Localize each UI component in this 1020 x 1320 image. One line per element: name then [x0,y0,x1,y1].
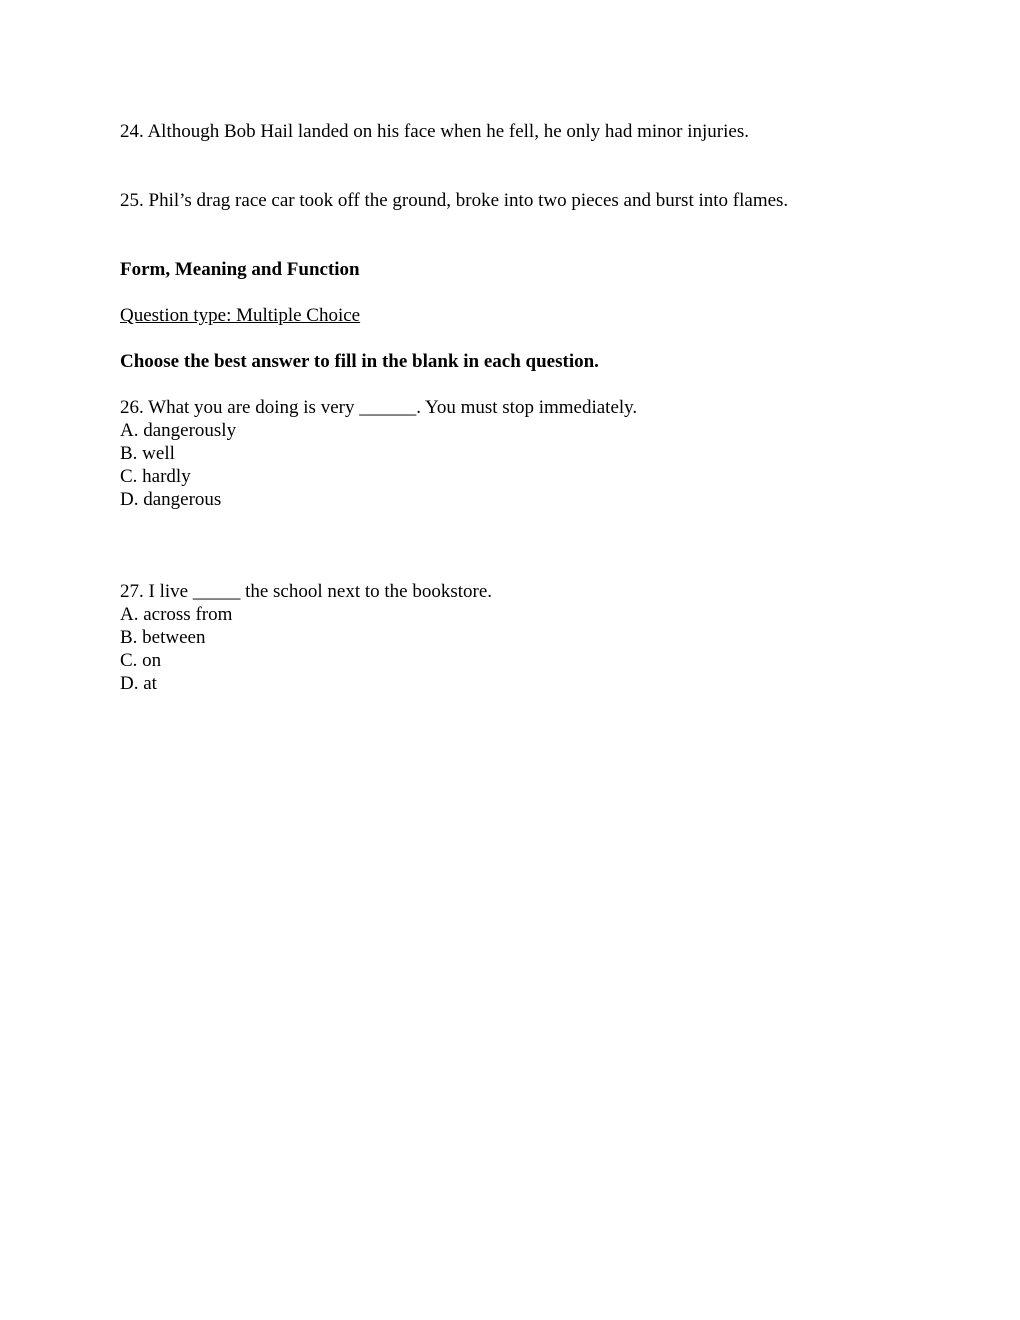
answer-option: B. well [120,443,175,464]
answer-option: A. across from [120,604,233,625]
answer-option: A. dangerously [120,420,237,441]
statement-25: 25. Phil’s drag race car took off the ground, broke into two pieces and burst into flames. [120,190,789,211]
statement-24: 24. Although Bob Hail landed on his face when he fell, he only had minor injuries. [120,121,749,142]
question-type-label: Question type: Multiple Choice [120,305,361,326]
answer-option: C. hardly [120,466,191,487]
answer-option: C. on [120,650,162,671]
answer-option: D. at [120,673,157,694]
question-stem: 27. I live _____ the school next to the bookstore. [120,581,493,602]
answer-option: B. between [120,627,206,648]
instructions: Choose the best answer to fill in the blank in each question. [120,351,599,372]
section-heading: Form, Meaning and Function [120,259,360,280]
answer-option: D. dangerous [120,489,222,510]
question-stem: 26. What you are doing is very ______. You must stop immediately. [120,397,638,418]
